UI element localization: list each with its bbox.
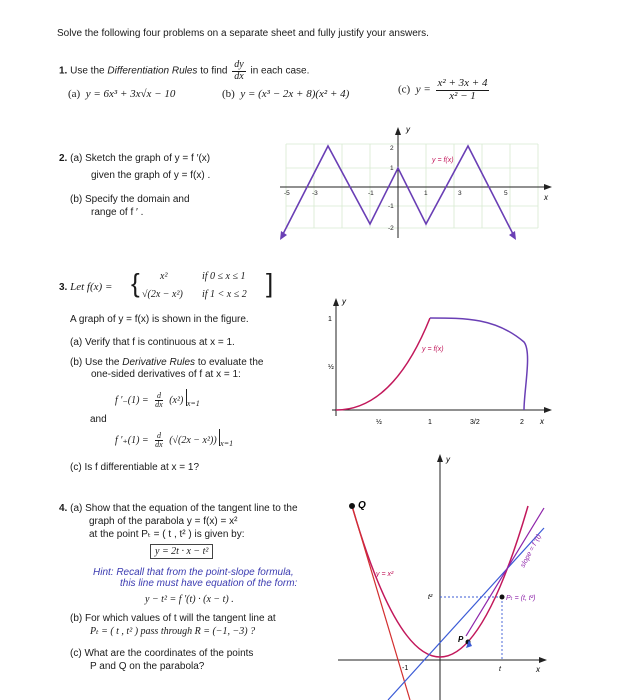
p4-c-line2: P and Q on the parabola? <box>90 661 205 672</box>
p3-curve-label: y = f(x) <box>422 346 444 353</box>
problem-3-graph <box>318 290 558 432</box>
p1-lead-mid: to find <box>197 65 231 77</box>
p2-xtick: -1 <box>368 190 374 197</box>
p3-b-pre: (b) Use the <box>70 357 123 368</box>
p2a-line2: given the graph of y = f(x) . <box>91 170 211 181</box>
p2-xtick: 3 <box>458 190 462 197</box>
p3-c: (c) Is f differentiable at x = 1? <box>70 462 200 473</box>
p2-xtick: -5 <box>284 190 290 197</box>
p2-xtick: 5 <box>504 190 508 197</box>
p1-lead-pre: Use the <box>70 65 108 77</box>
p3-eval-at: x=1 <box>186 399 200 409</box>
p2-ytick: -2 <box>388 225 394 232</box>
p3-ytick-top: 1 <box>328 316 332 323</box>
p3-case1-expr: x² <box>160 271 168 282</box>
dx: dx <box>234 70 244 82</box>
p3-curve-left <box>336 318 430 410</box>
p2-ytick: 2 <box>390 145 394 152</box>
p2-ytick: 1 <box>390 165 394 172</box>
problem-2a <box>59 153 210 164</box>
p3-case2-expr: √(2x − x²) <box>142 289 183 300</box>
p-label: P <box>458 635 464 644</box>
p2-axis-x-label: x <box>544 193 548 202</box>
t2-label: t² <box>428 594 433 601</box>
p2-grid <box>286 144 538 228</box>
p1c-label: (c) <box>398 83 411 96</box>
problem-4-number: 4. <box>59 503 68 514</box>
p1c-lhs: y = <box>415 83 431 96</box>
p4-hint1: Hint: Recall that from the point-slope formula, <box>93 567 294 578</box>
right-bracket: ] <box>266 268 274 298</box>
p3-let-text: Let f(x) = <box>70 281 113 293</box>
p1b-label: (b) <box>222 88 235 100</box>
p2-x-ticks <box>284 190 508 197</box>
p4-b-line1: (b) For which values of t will the tangent line at <box>70 613 276 624</box>
p2-ytick: -1 <box>388 203 394 210</box>
p4-a-line1 <box>59 503 298 514</box>
p4-hint2: this line must have equation of the form: <box>120 578 298 589</box>
p4-axis-x-label: x <box>536 665 540 674</box>
p3-b-post: to evaluate the <box>195 357 264 368</box>
dy: dy <box>234 59 244 70</box>
p4-curve-label: y = x² <box>376 571 394 578</box>
p3-deriv-minus-rhs: (x²) <box>169 395 184 407</box>
problem-1a <box>68 88 175 100</box>
p1-lead-em: Differentiation Rules <box>107 65 198 77</box>
p4-b-line2: Pₜ = ( t , t² ) pass through R = (−1, −3) ? <box>90 626 256 637</box>
pt-label: Pₜ = (t, t²) <box>506 595 536 602</box>
p3-xtick: 3/2 <box>470 419 480 426</box>
problem-1b <box>222 88 349 100</box>
p3-axis-y-label: y <box>342 297 346 306</box>
p1c-fraction <box>436 78 490 102</box>
p3-xtick: 2 <box>520 419 524 426</box>
p4-hint3: y − t² = f ′(t) · (x − t) . <box>145 594 234 605</box>
tangent-line-boxed: y = 2t · x − t² <box>150 544 213 559</box>
d: d <box>156 431 161 440</box>
p2b-line2: range of f ′ . <box>91 207 144 218</box>
dx: dx <box>155 440 163 450</box>
problem-2-number: 2. <box>59 153 68 164</box>
p3-ytick-mid: ½ <box>328 364 334 371</box>
p2a-line1: (a) Sketch the graph of y = f ′(x) <box>70 153 211 164</box>
p1a-expr: y = 6x³ + 3x√x − 10 <box>85 88 176 100</box>
p1a-label: (a) <box>68 88 81 100</box>
p3-deriv-plus <box>115 432 233 450</box>
pt-point <box>500 595 505 600</box>
p1b-expr: y = (x³ − 2x + 8)(x² + 4) <box>240 88 350 100</box>
d-dx-fraction <box>153 432 165 450</box>
p3-curve-right <box>430 318 528 410</box>
d-dx-fraction <box>153 392 165 410</box>
problem-4-graph <box>338 448 558 700</box>
p3-graph-line: A graph of y = f(x) is shown in the figure. <box>70 314 249 325</box>
problem-2-graph <box>276 124 558 244</box>
p3-b-line1 <box>70 357 263 368</box>
left-brace: { <box>131 268 140 298</box>
p4-a-line1-text: (a) Show that the equation of the tangent line to the <box>70 503 298 514</box>
p3-x-ticks <box>376 418 524 426</box>
neg1-label: -1 <box>402 665 409 672</box>
p2b-line1: (b) Specify the domain and <box>70 194 190 205</box>
p3-axis-x-label: x <box>540 417 544 426</box>
p3-deriv-minus-lhs: f ′₋(1) = <box>115 395 149 407</box>
dx: dx <box>155 400 163 410</box>
p3-b-em: Derivative Rules <box>122 357 196 368</box>
p3-case1-cond: if 0 ≤ x ≤ 1 <box>202 271 246 282</box>
problem-3-number: 3. <box>59 282 68 293</box>
p3-x-arrow <box>544 407 552 413</box>
p4-x-arrow <box>539 657 547 663</box>
p3-deriv-plus-lhs: f ′₊(1) = <box>115 435 149 447</box>
p4-tangent-pt <box>466 508 544 636</box>
q-point <box>349 503 355 509</box>
problem-1c <box>398 78 491 102</box>
p2-xtick: -3 <box>312 190 318 197</box>
p4-y-arrow <box>437 454 443 462</box>
d: d <box>156 391 161 400</box>
p3-case2-cond: if 1 < x ≤ 2 <box>202 289 247 300</box>
p2-x-arrow <box>544 184 552 190</box>
p3-deriv-minus <box>115 392 200 410</box>
p2-xtick: 1 <box>424 190 428 197</box>
p4-tangent-p <box>388 528 544 700</box>
slope-label: slope = f ′(t) <box>519 533 543 569</box>
p4-axis-y-label: y <box>446 455 450 464</box>
p2-y-ticks <box>388 145 394 232</box>
p3-and: and <box>90 414 107 425</box>
dy-dx-fraction <box>232 60 245 82</box>
p1c-num: x² + 3x + 4 <box>437 77 488 89</box>
problem-1-statement <box>59 60 309 82</box>
p3-let <box>59 281 112 293</box>
p2-axis-y-label: y <box>406 125 410 134</box>
p2-y-arrow <box>395 127 401 135</box>
p1-lead-post: in each case. <box>250 65 310 77</box>
p3-xtick: ½ <box>376 419 382 426</box>
intro-text: Solve the following four problems on a separate sheet and fully justify your answers. <box>57 28 429 39</box>
p2-curve-label: y = f(x) <box>432 157 454 164</box>
p3-deriv-plus-rhs: (√(2x − x²)) <box>169 435 217 447</box>
q-label: Q <box>358 500 366 511</box>
p3-b-line2: one-sided derivatives of f at x = 1: <box>91 369 241 380</box>
p3-y-arrow <box>333 298 339 306</box>
p3-a: (a) Verify that f is continuous at x = 1. <box>70 337 235 348</box>
p4-a-line3: at the point Pₜ = ( t , t² ) is given by: <box>89 529 245 540</box>
problem-1-number: 1. <box>59 65 68 77</box>
p4-c-line1: (c) What are the coordinates of the points <box>70 648 254 659</box>
p3-xtick: 1 <box>428 419 432 426</box>
p3-eval-at: x=1 <box>220 439 234 449</box>
p4-a-line2: graph of the parabola y = f(x) = x² <box>89 516 238 527</box>
p1c-den: x² − 1 <box>449 89 476 102</box>
t-label: t <box>499 666 501 673</box>
